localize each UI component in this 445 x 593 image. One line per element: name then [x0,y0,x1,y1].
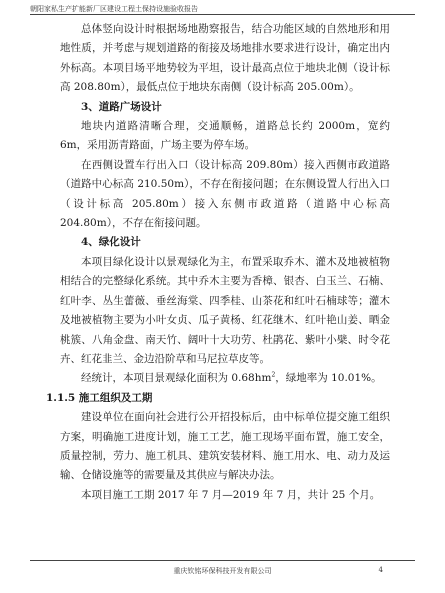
area-unit-superscript: 2 [271,371,276,379]
paragraph-construction-org: 建设单位在面向社会进行公开招投标后，由中标单位提交施工组织方案，明确施工进度计划，施工工艺，施工现场平面布置，施工安全，质量控制，劳力、施工机具、建筑安装材料、施工用水、电、动力及运输、仓储设施等的需要量及其供应与解决办法。 [60,411,390,482]
greening-rate-text: ，绿地率为 10.01%。 [275,372,382,385]
running-header: 朝阳家私生产扩能新厂区建设工程土保持设施验收报告 [30,5,198,13]
body-text [46,20,390,505]
greening-stats-text: 经统计，本项目景观绿化面积为 0.68hm [81,372,272,385]
paragraph-roads: 地块内道路清晰合理，交通顺畅，道路总长约 2000m，宽约 6m，采用沥青路面，广场主要为停车场。 [60,120,390,152]
page-number: 4 [378,566,383,574]
heading-greening: 4、绿化设计 [81,236,141,249]
footer-rule [30,560,415,561]
paragraph-construction-period: 本项目施工工期 2017 年 7 月—2019 年 7 月，共计 25 个月。 [81,488,381,501]
footer-organization: 重庆钦铭环保科技开发有限公司 [173,567,272,575]
paragraph-greening-stats [60,369,390,388]
paragraph-entrances: 在西侧设置车行出入口（设计标高 209.80m）接入西侧市政道路（道路中心标高 210.50m），不存在衔接问题；在东侧设置人行出入口（设计标高 205.80m）接入东侧市政道路（道路中心标高 204.80m），不存在衔接问题。 [60,158,390,230]
paragraph-greening-plants: 本项目绿化设计以景观绿化为主，布置采取乔木、灌木及地被植物相结合的完整绿化系统。其中乔木主要为香樟、银杏、白玉兰、石楠、红叶李、丛生蕾薇、垂丝海棠、四季桂、山茶花和红叶石楠球等；灌木及地被植物主要为小叶女贞、瓜子黄杨、红花继木、红叶艳山姜、晒金桃簇、八角金盘、南天竹、阔叶十大功劳、杜鹃花、紫叶小檗、时令花卉、红花韭兰、金边沿阶草和马尼拉草皮等。 [60,255,390,365]
heading-road-plaza: 3、道路广场设计 [81,100,162,113]
header-rule [30,14,415,15]
paragraph-vertical-design: 总体竖向设计时根据场地勘察报告，结合功能区域的自然地形和用地性质，并考虑与规划道路的衔接及场地排水要求进行设计，确定出内外标高。本项目场平地势较为平坦，设计最高点位于地块北侧（设计标高 208.80m），最低点位于地块东南侧（设计标高 205.00m）。 [60,23,390,94]
heading-construction-schedule: 1.1.5 施工组织及工期 [46,391,153,404]
